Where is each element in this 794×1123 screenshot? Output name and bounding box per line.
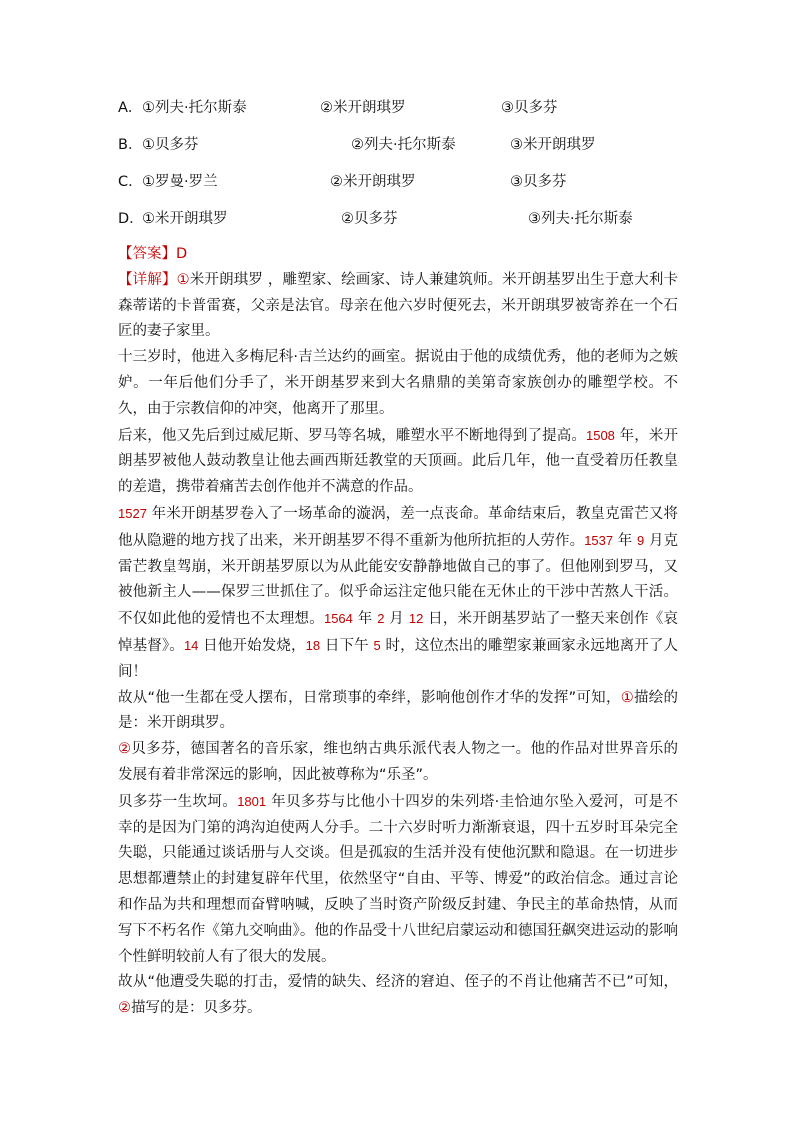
hour: 5 [373,637,381,653]
option-item-1: ①罗曼·罗兰 [142,174,218,190]
year: 1801 [237,793,267,809]
detail-paragraph-3: 后来，他又先后到过威尼斯、罗马等名城，雕塑水平不断地得到了提高。1508 年，米开朗基罗被他人鼓动教皇让他去画西斯廷教堂的天顶画。此后几年，他一直受着历任教皇的差遣，携带着痛苦去创作他并不满意的作品。 [118,427,679,496]
option-item-2: ②列夫·托尔斯泰 [351,137,456,153]
option-item-2: ②贝多芬 [341,211,398,227]
answer-value: D [176,246,188,262]
option-letter: B． [118,137,143,153]
option-item-1: ①列夫·托尔斯泰 [142,100,247,116]
month: 2 [377,611,385,627]
option-letter: D． [118,211,144,227]
option-item-1: ①贝多芬 [142,137,199,153]
option-letter: A． [118,100,143,116]
year: 1564 [323,611,353,627]
option-item-3: ③贝多芬 [510,174,567,190]
circle-number: ① [620,689,634,706]
detail-paragraph-5: 故从“他一生都在受人摆布，日常琐事的牵绊，影响他创作才华的发挥”可知，①描绘的是：米开朗琪罗。 [118,689,678,732]
detail-paragraph-6: ②贝多芬，德国著名的音乐家，维也纳古典乐派代表人物之一。他的作品对世界音乐的发展有着非常深远的影响，因此被尊称为“乐圣”。 [118,741,679,783]
year: 1527 [118,505,147,521]
detail-paragraph-7: 贝多芬一生坎坷。1801 年贝多芬与比他小十四岁的朱列塔·圭恰迪尔坠入爱河，可是不幸的是因为门第的鸿沟迫使两人分手。二十六岁时听力渐渐衰退，四十五岁时耳朵完全失聪，只能通过谈话册与人交谈。但是孤寂的生活并没有使他沉默和隐退。在一切进步思想都遭禁止的封建复辟年代里，依然坚守“自由、平等、博爱”的政治信念。通过言论和作品为共和理想而奋臂呐喊，反映了当时资产阶级反封建、争民主的革命热情，从而写下不朽名作《第九交响曲》。他的作品受十八世纪启蒙运动和德国狂飙突进运动的影响个性鲜明较前人有了很大的发展。 [118,793,679,965]
circle-number: ② [118,741,132,758]
day: 12 [408,611,424,627]
option-item-2: ②米开朗琪罗 [320,100,406,116]
circle-number: ① [176,271,190,288]
answer-line [118,242,678,268]
option-item-3: ③米开朗琪罗 [510,137,596,153]
option-item-3: ③贝多芬 [501,100,558,116]
detail-paragraph-1: 【详解】①米开朗琪罗 ，雕塑家、绘画家、诗人兼建筑师。米开朗基罗出生于意大利卡森蒂诺的卡普雷赛，父亲是法官。母亲在他六岁时便死去，米开朗琪罗被寄养在一个石匠的妻子家里。 [118,271,679,340]
detail-paragraph-4: 1527 年米开朗基罗卷入了一场革命的漩涡，差一点丧命。革命结束后，教皇克雷芒又将他从隐避的地方找了出来，米开朗基罗不得不重新为他所抗拒的人劳作。1537 年 9 月克雷芒教皇驾崩，米开朗基罗原以为从此能安安静静地做自己的事了。但他刚到罗马，又被他新主人——保罗三世抓住了。似乎命运注定他只能在无休止的干涉中苦熬人干活。不仅如此他的爱情也不太理想。1564 年 2 月 12 日，米开朗基罗站了一整天来创作《哀悼基督》。14 日他开始发烧，18 日下午 5 时，这位杰出的雕塑家兼画家永远地离开了人间！ [118,505,679,680]
detail-paragraph-2: 十三岁时，他进入多梅尼科·吉兰达约的画室。据说由于他的成绩优秀，他的老师为之嫉妒。一年后他们分手了，米开朗基罗来到大名鼎鼎的美第奇家族创办的雕塑学校。不久，由于宗教信仰的冲突，他离开了那里。 [118,349,678,417]
answer-detail [118,242,678,1022]
option-item-2: ②米开朗琪罗 [330,174,416,190]
detail-label: 【详解】 [118,271,177,288]
day: 18 [305,637,321,653]
circle-number: ② [118,1000,131,1017]
option-item-1: ①米开朗琪罗 [142,211,228,227]
year: 1508 [585,427,615,443]
option-item-3: ③列夫·托尔斯泰 [528,211,633,227]
option-letter: C． [118,174,143,190]
detail-paragraph-8: 故从“他遭受失聪的打击，爱情的缺失、经济的窘迫、侄子的不肖让他痛苦不已”可知，②描写的是：贝多芬。 [118,974,678,1017]
answer-label: 【答案】 [118,246,176,262]
year: 1537 [584,532,614,548]
day: 14 [183,637,199,653]
month: 9 [637,532,645,548]
